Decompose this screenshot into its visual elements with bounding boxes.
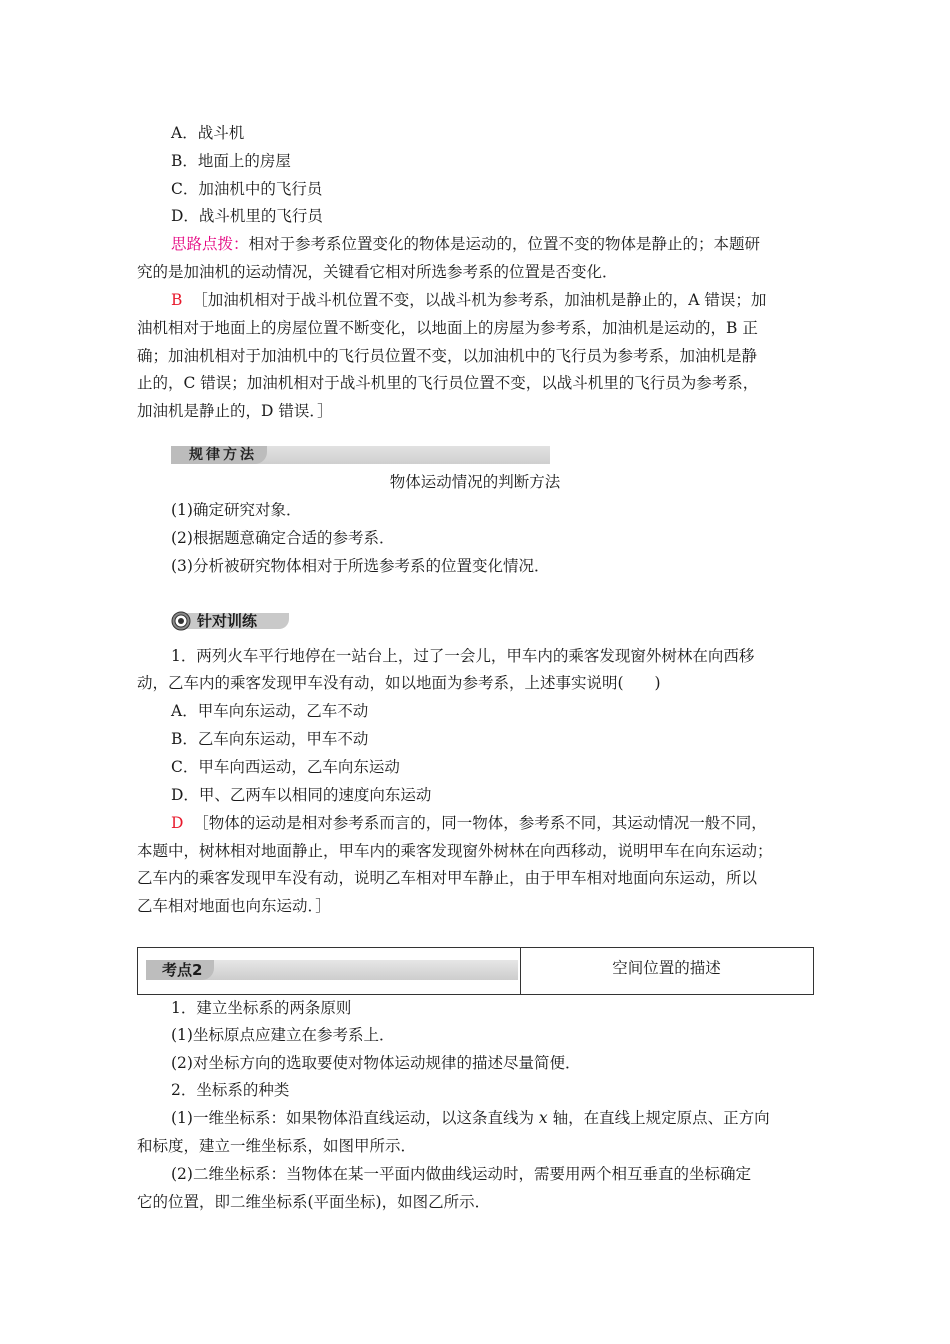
point2-heading-2: 2．坐标系的种类	[171, 1081, 290, 1099]
training-answer-line-2: 本题中，树林相对地面静止，甲车内的乘客发现窗外树林在向西移动，说明甲车在向东运动；	[137, 842, 773, 860]
method-step-2: (2)根据题意确定合适的参考系．	[171, 529, 395, 547]
point2-label: 考点2	[146, 960, 214, 980]
hint-label: 思路点拨：	[171, 235, 249, 253]
answer-line-3: 确；加油机相对于加油机中的飞行员位置不变，以加油机中的飞行员为参考系，加油机是静	[137, 347, 758, 365]
method-title: 物体运动情况的判断方法	[389, 473, 561, 491]
hint-text: 相对于参考系位置变化的物体是运动的，位置不变的物体是静止的；本题研	[248, 235, 761, 253]
point2-header	[137, 947, 814, 995]
hint-line-2: 究的是加油机的运动情况，关键看它相对所选参考系的位置是否变化．	[137, 263, 618, 281]
training-question-line-2: 动，乙车内的乘客发现甲车没有动，如以地面为参考系，上述事实说明( )	[137, 674, 661, 692]
point2-heading-1: 1．建立坐标系的两条原则	[171, 999, 352, 1017]
training-option-a: A．甲车向东运动，乙车不动	[171, 702, 369, 720]
method-step-1: (1)确定研究对象．	[171, 501, 302, 519]
point2-para-1-text-b: 轴，在直线上规定原点、正方向	[547, 1109, 770, 1127]
answer-letter: B	[171, 291, 183, 309]
training-option-d: D．甲、乙两车以相同的速度向东运动	[171, 786, 432, 804]
training-option-c: C．甲车向西运动，乙车向东运动	[171, 758, 400, 776]
option-a: A．战斗机	[171, 124, 245, 142]
training-answer-line-3: 乙车内的乘客发现甲车没有动，说明乙车相对甲车静止，由于甲车相对地面向东运动，所以	[137, 869, 758, 887]
answer-line-2: 油机相对于地面上的房屋位置不断变化，以地面上的房屋为参考系，加油机是运动的，B 正	[137, 319, 758, 337]
x-axis-var: x	[538, 1109, 548, 1127]
option-d: D．战斗机里的飞行员	[171, 207, 323, 225]
point2-item-2: (2)对坐标方向的选取要使对物体运动规律的描述尽量简便．	[171, 1054, 581, 1072]
option-c: C．加油机中的飞行员	[171, 180, 323, 198]
method-banner-label: 规律方法	[171, 446, 267, 464]
training-answer-letter: D	[171, 814, 184, 832]
training-answer-line-1	[171, 813, 767, 833]
point2-para-2-line-2: 它的位置，即二维坐标系(平面坐标)，如图乙所示．	[137, 1193, 491, 1211]
training-label: 针对训练	[197, 612, 258, 630]
target-icon	[171, 611, 193, 631]
hint-line-1	[171, 234, 760, 254]
answer-line-4: 止的，C 错误；加油机相对于战斗机里的飞行员位置不变，以战斗机里的飞行员为参考系，	[137, 374, 759, 392]
answer-line-5: 加油机是静止的，D 错误．］	[137, 402, 333, 420]
option-b: B．地面上的房屋	[171, 152, 291, 170]
point2-para-1-text-a: (1)一维坐标系：如果物体沿直线运动，以这条直线为	[171, 1109, 539, 1127]
method-step-3: (3)分析被研究物体相对于所选参考系的位置变化情况．	[171, 557, 550, 575]
point2-title: 空间位置的描述	[612, 959, 721, 977]
training-answer-text: ［物体的运动是相对参考系而言的，同一物体，参考系不同，其运动情况一般不同，	[193, 814, 767, 832]
point2-para-1-line-2: 和标度，建立一维坐标系，如图甲所示．	[137, 1137, 417, 1155]
answer-text: ［加油机相对于战斗机位置不变，以战斗机为参考系，加油机是静止的，A 错误；加	[192, 291, 767, 309]
training-header	[171, 611, 289, 631]
training-answer-line-4: 乙车相对地面也向东运动．］	[137, 897, 331, 915]
method-banner	[171, 446, 550, 464]
training-option-b: B．乙车向东运动，甲车不动	[171, 730, 369, 748]
point2-para-1-line-1	[171, 1108, 770, 1128]
point2-item-1: (1)坐标原点应建立在参考系上．	[171, 1026, 395, 1044]
answer-line-1	[171, 290, 766, 310]
point2-para-2-line-1: (2)二维坐标系：当物体在某一平面内做曲线运动时，需要用两个相互垂直的坐标确定	[171, 1165, 751, 1183]
training-question-line-1: 1．两列火车平行地停在一站台上，过了一会儿，甲车内的乘客发现窗外树林在向西移	[171, 647, 755, 665]
